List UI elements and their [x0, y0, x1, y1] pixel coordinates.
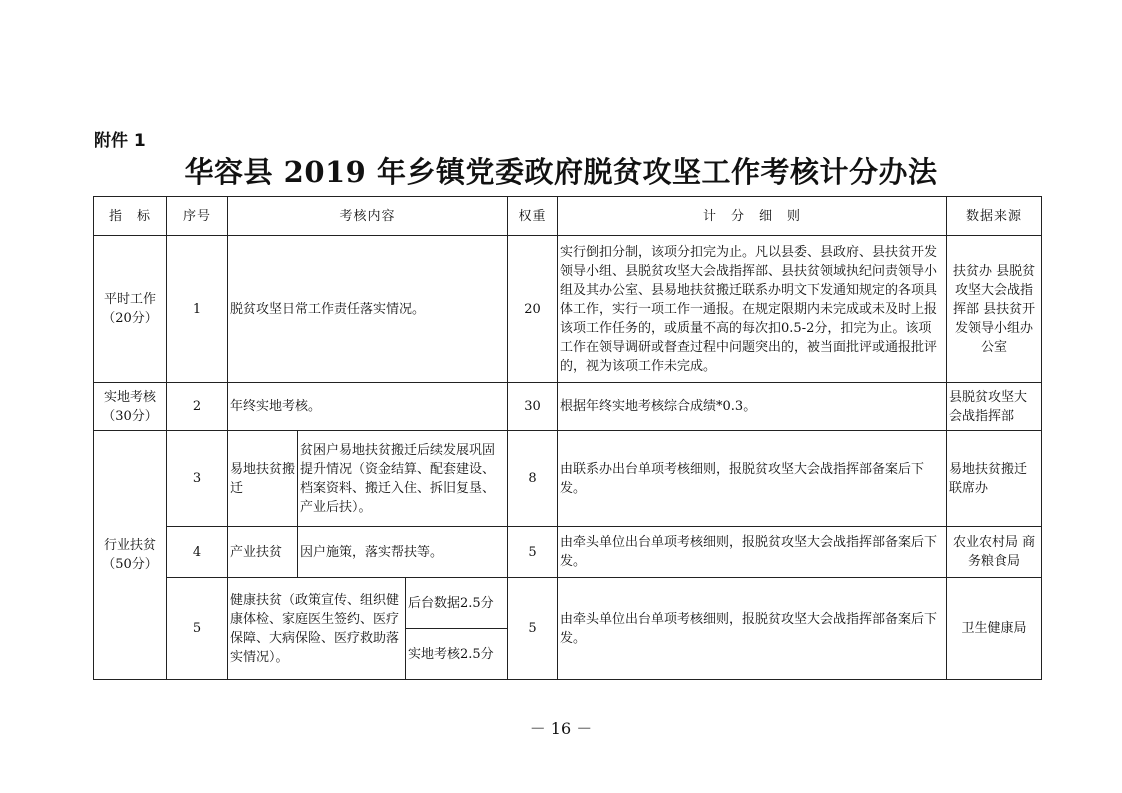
source-cell: 农业农村局 商务粮食局	[947, 527, 1042, 578]
source-cell: 县脱贫攻坚大会战指挥部	[947, 383, 1042, 431]
table-header-row	[94, 197, 1042, 236]
header-source: 数据来源	[947, 197, 1042, 236]
header-content: 考核内容	[228, 197, 508, 236]
seq-cell: 1	[167, 236, 228, 383]
indicator-cell: 实地考核（30分）	[94, 383, 167, 431]
header-seq: 序号	[167, 197, 228, 236]
category-cell: 健康扶贫（政策宣传、组织健康体检、家庭医生签约、医疗保障、大病保险、医疗救助落实情况）。	[228, 578, 406, 680]
table-row	[94, 431, 1042, 527]
content-cell: 年终实地考核。	[228, 383, 508, 431]
source-cell: 易地扶贫搬迁联席办	[947, 431, 1042, 527]
weight-cell: 5	[508, 527, 558, 578]
rules-cell: 根据年终实地考核综合成绩*0.3。	[558, 383, 947, 431]
assessment-table	[93, 196, 1042, 680]
source-cell: 扶贫办 县脱贫攻坚大会战指挥部 县扶贫开发领导小组办公室	[947, 236, 1042, 383]
page-title: 华容县 2019 年乡镇党委政府脱贫攻坚工作考核计分办法	[184, 155, 938, 189]
rules-cell: 由牵头单位出台单项考核细则，报脱贫攻坚大会战指挥部备案后下发。	[558, 578, 947, 680]
table-row	[94, 236, 1042, 383]
indicator-cell: 行业扶贫（50分）	[94, 431, 167, 680]
seq-cell: 4	[167, 527, 228, 578]
content-cell: 脱贫攻坚日常工作责任落实情况。	[228, 236, 508, 383]
attachment-label: 附件 1	[94, 131, 146, 151]
header-indicator: 指 标	[94, 197, 167, 236]
rules-cell: 由联系办出台单项考核细则，报脱贫攻坚大会战指挥部备案后下发。	[558, 431, 947, 527]
category-cell: 易地扶贫搬迁	[228, 431, 298, 527]
rules-cell: 由牵头单位出台单项考核细则，报脱贫攻坚大会战指挥部备案后下发。	[558, 527, 947, 578]
table-row	[94, 578, 1042, 629]
indicator-cell: 平时工作（20分）	[94, 236, 167, 383]
header-weight: 权重	[508, 197, 558, 236]
weight-cell: 30	[508, 383, 558, 431]
content-cell: 因户施策，落实帮扶等。	[298, 527, 508, 578]
seq-cell: 5	[167, 578, 228, 680]
content-cell: 贫困户易地扶贫搬迁后续发展巩固提升情况（资金结算、配套建设、档案资料、搬迁入住、拆旧复垦、产业后扶）。	[298, 431, 508, 527]
sub-item-cell: 后台数据2.5分	[406, 578, 508, 629]
header-rules: 计 分 细 则	[558, 197, 947, 236]
sub-item-cell: 实地考核2.5分	[406, 629, 508, 680]
weight-cell: 20	[508, 236, 558, 383]
source-cell: 卫生健康局	[947, 578, 1042, 680]
table-row	[94, 383, 1042, 431]
weight-cell: 8	[508, 431, 558, 527]
page-number: － 16 －	[529, 719, 593, 738]
seq-cell: 2	[167, 383, 228, 431]
weight-cell: 5	[508, 578, 558, 680]
category-cell: 产业扶贫	[228, 527, 298, 578]
seq-cell: 3	[167, 431, 228, 527]
table-row	[94, 527, 1042, 578]
rules-cell: 实行倒扣分制，该项分扣完为止。凡以县委、县政府、县扶贫开发领导小组、县脱贫攻坚大会战指挥部、县扶贫领域执纪问责领导小组及其办公室、县易地扶贫搬迁联系办明文下发通知规定的各项具体工作，实行一项工作一通报。在规定限期内未完成或未及时上报该项工作任务的，或质量不高的每次扣0.5-2分，扣完为止。该项工作在领导调研或督查过程中问题突出的，被当面批评或通报批评的，视为该项工作未完成。	[558, 236, 947, 383]
